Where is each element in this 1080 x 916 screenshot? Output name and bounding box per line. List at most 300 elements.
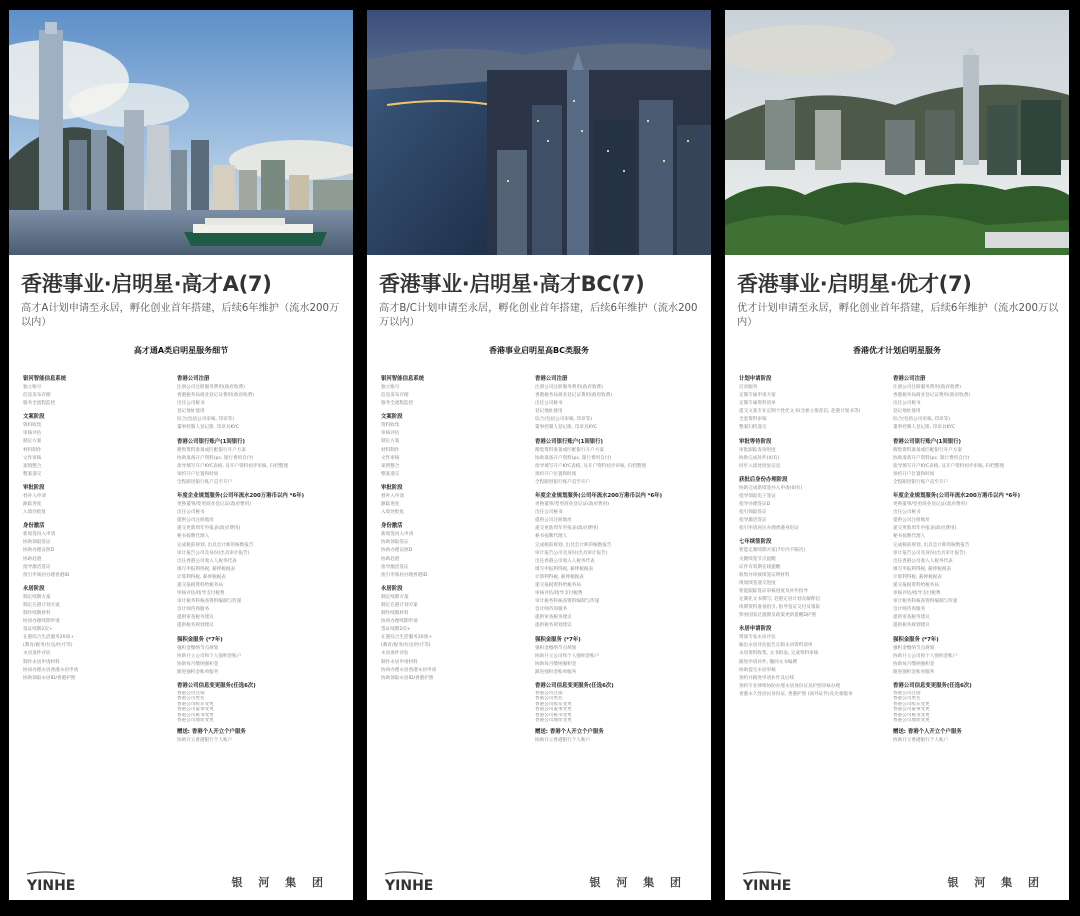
service-section xyxy=(535,728,691,745)
service-item: 审计报告公司及身份(出具审计报告) xyxy=(893,550,966,556)
service-item: 强积金缴纳节点规划 xyxy=(177,645,219,651)
service-section-title: 香港公司银行账户(1间银行) xyxy=(535,438,603,445)
service-section xyxy=(23,585,179,683)
service-column-left xyxy=(381,375,537,688)
service-item: 整案归档递交 xyxy=(739,425,767,431)
service-item: 资深专家永居评估 xyxy=(739,635,776,641)
service-item: 注册公司注册服务费用(政府收费) xyxy=(535,385,603,390)
service-item: 香港公司秘书变更 xyxy=(535,712,572,718)
service-item: 出任公司秘书 xyxy=(535,510,563,516)
service-item: 材料制作 xyxy=(23,447,42,453)
service-section xyxy=(177,375,333,433)
yinhe-logo xyxy=(383,868,453,894)
service-item: 香港公司董事变更 xyxy=(177,707,214,713)
service-item: 董事控制人登记册, 印章具KYC xyxy=(893,425,956,431)
service-item: 资料收集 xyxy=(23,423,42,429)
service-item: 关键续签节点提醒 xyxy=(739,556,776,562)
service-item: 出任香港公司收入人税务代表 xyxy=(893,558,953,564)
service-item: 全程跟进银行账户直至开户 xyxy=(893,479,949,485)
service-section-title: 文案阶段 xyxy=(23,414,45,421)
service-item: 会计师咨询服务 xyxy=(893,607,926,613)
service-item: 服务全流程监控 xyxy=(23,401,56,407)
service-item: 协助每月缴纳强积金 xyxy=(535,661,577,667)
service-item: 协助赴港 xyxy=(381,556,400,562)
company-name: 银 河 集 团 xyxy=(947,876,1045,889)
service-item: 出任公司秘书 xyxy=(177,401,205,407)
service-item: 审核评估/指导支付税费 xyxy=(535,591,583,597)
service-item: 全程跟进银行账户直至开户 xyxy=(535,479,591,485)
service-item: 指导激活签证 xyxy=(381,564,409,570)
service-section xyxy=(23,484,179,517)
service-item: 香港公司股东变更 xyxy=(535,701,572,707)
service-item: 协同办理续期申请 xyxy=(381,619,418,625)
service-item: 收集并审核续签证明材料 xyxy=(739,572,790,578)
svg-text:YINHE: YINHE xyxy=(743,878,792,894)
service-item: 计算利得税, 薪俸税税表 xyxy=(893,574,942,580)
service-section-title: 香港公司注册 xyxy=(177,376,210,382)
service-item: 提供公司注册地址 xyxy=(893,518,930,524)
service-item: 协同办理续期申请 xyxy=(23,619,60,625)
service-item: 智能定制续期方案(7年内不限次) xyxy=(739,548,806,554)
service-item: 填写申报利得税, 薪俸税税表 xyxy=(535,566,594,572)
service-section-title: 赠送: 香港个人开立个户服务 xyxy=(535,729,604,736)
service-item: 独立账号 xyxy=(381,385,400,390)
panel-title: 香港事业·启明星·优才(7) xyxy=(737,272,972,296)
service-item: 综合(包括公司审核, 印章等) xyxy=(893,417,951,423)
service-item: 完成税前规划, 出具会计师的核数报告 xyxy=(893,542,970,548)
service-item: 制作永居申请材料 xyxy=(23,659,60,665)
service-item: 签证续期2次+ xyxy=(23,627,53,633)
panel-subtitle: 优才计划申请至永居，孵化创业首年搭建，后续6年维护（流水200万以内） xyxy=(737,303,1059,328)
panel-subtitle: 高才B/C计划申请至永居，孵化创业首年搭建，后续6年维护（流水200万以内） xyxy=(379,303,698,328)
service-item: 香港公司地址变更 xyxy=(177,717,214,723)
service-item: 证件有效期在线提醒 xyxy=(739,564,781,570)
service-item: 香港公司注销 xyxy=(893,690,921,696)
service-item: 提供公司注册地址 xyxy=(535,518,572,524)
service-item: 香港公司董事变更 xyxy=(893,707,930,713)
service-item: 香港公司秘书变更 xyxy=(177,712,214,718)
service-section-title: 香港公司信息变更服务(任选6次) xyxy=(535,682,614,689)
service-section-title: 强积金服务 (*7年) xyxy=(893,636,939,643)
service-section-title: 香港公司银行账户(1间银行) xyxy=(893,438,961,445)
service-item: 启动服务 xyxy=(739,385,758,390)
service-item: 指导办理签证D xyxy=(739,502,771,508)
service-section xyxy=(381,585,537,683)
service-item: 香港公司股东变更 xyxy=(893,701,930,707)
service-item: 跟进强积金账单服务 xyxy=(177,669,219,675)
hong-kong-night-photo xyxy=(367,10,711,255)
service-item: 审批跟踪查询进度 xyxy=(739,447,776,453)
service-section-title: 香港公司信息变更服务(任选6次) xyxy=(177,682,256,689)
service-item: 预约开户位置和时间 xyxy=(893,471,935,477)
service-item: 指导领取电子签证 xyxy=(739,493,776,499)
service-item: 材料制作 xyxy=(381,447,400,453)
hong-kong-park-photo xyxy=(725,10,1069,255)
service-column-right xyxy=(535,375,691,750)
service-item: 制作续期材料 xyxy=(23,610,51,616)
yinhe-logo xyxy=(741,868,811,894)
service-section xyxy=(177,728,333,745)
service-item: 出任香港公司收入人税务代表 xyxy=(535,558,595,564)
panel-title: 香港事业·启明星·高才BC(7) xyxy=(379,272,645,296)
service-item: 注册公司注册服务费用(政府收费) xyxy=(177,385,245,390)
service-item: 资料收集 xyxy=(381,423,400,429)
service-heading: 香港事业启明星高BC类服务 xyxy=(489,346,589,355)
svg-text:YINHE: YINHE xyxy=(385,878,434,894)
service-item: 会计师咨询服务 xyxy=(535,607,568,613)
service-section xyxy=(177,682,333,723)
service-item: 完成税前规划, 出具会计师的核数报告 xyxy=(535,542,612,548)
service-item: 新境签再入申请 xyxy=(23,532,56,538)
service-section-title: 年度企业规划服务(公司年流水200万港币以内 *6年) xyxy=(177,493,305,500)
service-item: 递交报税资料给税务局 xyxy=(177,582,223,588)
service-item: 替补入申请 xyxy=(23,493,46,499)
service-section-title: 永居申请阶段 xyxy=(739,626,772,633)
service-item: 强积金缴纳节点规划 xyxy=(893,645,935,651)
service-item: 制定在港计划方案 xyxy=(23,602,60,608)
service-item: 协助准备开户资料(pc, 银行费用自付) xyxy=(893,455,970,461)
service-item: 全程跟进银行账户直至开户 xyxy=(177,479,233,485)
service-item: 签证续期2次+ xyxy=(381,627,411,633)
service-item: 搜集资料准备或匹配银行开户方案 xyxy=(893,447,962,453)
service-item: 香港公司秘书变更 xyxy=(893,712,930,718)
service-item: 递交报税资料给税务局 xyxy=(535,582,581,588)
service-item: 协助赴港 xyxy=(23,556,42,562)
service-item: 审计报告公司及身份(出具审计报告) xyxy=(177,550,250,556)
service-item: 预约开户位置和时间 xyxy=(535,471,577,477)
service-item: 综合(包括公司审核, 印章等) xyxy=(177,417,235,423)
service-item: 递交报税资料给税务局 xyxy=(893,582,939,588)
service-section-title: 审批阶段 xyxy=(381,484,403,491)
service-item: 制定续期方案 xyxy=(381,594,409,600)
service-item: 协助完成新境签并入申请(如有) xyxy=(739,485,803,491)
service-item: 跟进强积金账单服务 xyxy=(893,669,935,675)
service-section xyxy=(535,375,691,433)
service-item: 综合(包括公司审核, 印章等) xyxy=(535,417,593,423)
service-section-title: 强积金服务 (*7年) xyxy=(177,636,223,643)
service-item: 提供审查税务建议 xyxy=(535,615,572,621)
service-item: 审计税务科核查资料编制与传递 xyxy=(535,599,600,605)
service-item: 出任公司秘书 xyxy=(177,510,205,516)
service-item: 董事控制人登记册, 印章具KYC xyxy=(535,425,598,431)
service-section xyxy=(535,492,691,631)
service-item: 永居条件评估 xyxy=(381,651,409,657)
service-section-title: 香港公司银行账户(1间银行) xyxy=(177,438,245,445)
service-item: 制作续期材料 xyxy=(381,610,409,616)
service-section xyxy=(381,522,537,580)
service-section xyxy=(23,522,179,580)
service-item: 香港公司地址变更 xyxy=(535,717,572,723)
service-item: 协助准备开户资料(pc, 银行费用自付) xyxy=(535,455,612,461)
service-item: 审核评估 xyxy=(381,431,400,437)
yinhe-logo xyxy=(25,868,95,894)
service-section xyxy=(381,484,537,517)
service-item: 更换董事/变更商业登记证(政府费用) xyxy=(535,502,610,508)
service-columns xyxy=(23,375,347,865)
service-item: 秘书按牌代理人 xyxy=(535,534,568,540)
service-item: 完成税前规划, 出具会计师的核数报告 xyxy=(177,542,254,548)
service-item: 协助准备开户资料(pc, 银行费用自付) xyxy=(177,455,254,461)
service-section xyxy=(893,375,1049,433)
service-section xyxy=(893,682,1049,723)
service-item: 提供税务规划建议 xyxy=(535,623,572,629)
service-heading: 香港优才计划启明星服务 xyxy=(853,346,941,355)
service-item: 香港公司董事变更 xyxy=(535,707,572,713)
service-item: 制定方案 xyxy=(381,439,400,445)
service-item: 香港公司更名 xyxy=(535,696,563,702)
panel-subtitle: 高才A计划申请至永居，孵化创业首年搭建，后续6年维护（流水200万以内） xyxy=(21,303,340,328)
service-item: 协助领取永居ID/香港护照 xyxy=(23,675,76,681)
service-item: 登记地址使用 xyxy=(177,409,205,415)
service-section xyxy=(893,438,1049,487)
service-item: 定制专属申请方案 xyxy=(739,393,776,399)
service-item: 注册公司注册服务费用(政府收费) xyxy=(893,385,961,390)
service-item: 提供审查税务建议 xyxy=(893,615,930,621)
panel-title: 香港事业·启明星·高才A(7) xyxy=(21,272,272,296)
service-item: 制定方案 xyxy=(23,439,42,445)
service-item: 信息发布存储 xyxy=(381,393,409,399)
service-section xyxy=(739,438,895,471)
service-item: 指引申领居办理香港ID xyxy=(23,572,70,578)
svg-text:YINHE: YINHE xyxy=(27,878,76,894)
service-item: 同步入境处批复信息 xyxy=(739,463,781,469)
service-section-title: 永居阶段 xyxy=(381,585,403,592)
brochure-panel-gaocai-a xyxy=(9,10,353,900)
service-item: 登记地址使用 xyxy=(893,409,921,415)
service-item: 察看国家过渡期及政策更新提醒D护照 xyxy=(739,613,817,619)
service-item: 计算利得税, 薪俸税税表 xyxy=(535,574,584,580)
brochure-panel-gaocai-bc xyxy=(367,10,711,900)
service-item: 整案递交 xyxy=(23,471,42,477)
service-section-title: 香港公司注册 xyxy=(893,376,926,382)
service-section-title: 香港公司注册 xyxy=(535,376,568,382)
service-item: 指引领取签证 xyxy=(739,510,767,516)
service-column-left xyxy=(739,375,895,704)
service-section xyxy=(739,375,895,433)
service-item: 指引申领居办理香港ID xyxy=(381,572,428,578)
service-item: 董事控制人登记册, 印章具KYC xyxy=(177,425,240,431)
service-item: 审计税务科核查资料编制与传递 xyxy=(893,599,958,605)
service-item: 文件审核 xyxy=(23,455,42,461)
service-item: 指引申请居民办理香港身份证 xyxy=(739,526,799,532)
service-item: 搜集资料准备或匹配银行开户方案 xyxy=(535,447,604,453)
service-item: 协助领取永居ID/香港护照 xyxy=(381,675,434,681)
service-section-title: 身份激活 xyxy=(381,523,403,530)
service-item: 协助开立公司和个人强积金账户 xyxy=(177,653,242,659)
service-section-title: 香港公司信息变更服务(任选6次) xyxy=(893,682,972,689)
service-item: 计算利得税, 薪俸税税表 xyxy=(177,574,226,580)
service-item: 递交更新周年申报表(政府费用) xyxy=(177,526,241,532)
service-item: 预约专业律师协助办理永居身份证及护照审核办理 xyxy=(739,683,841,689)
service-item: 整案递交 xyxy=(381,471,400,477)
service-item: 更换董事/变更商业登记证(政府费用) xyxy=(177,502,252,508)
service-section xyxy=(893,728,1049,745)
service-item: 协助开立香港银行个人账户 xyxy=(535,738,591,744)
service-item: 规划续签递交进度 xyxy=(739,580,776,586)
service-column-right xyxy=(177,375,333,750)
service-item: 协助领取签证 xyxy=(381,540,409,546)
service-item: 跟进强积金账单服务 xyxy=(535,669,577,675)
service-item: 香港公司更名 xyxy=(177,696,205,702)
service-item: 制作永居申请材料 xyxy=(381,659,418,665)
service-item: 协助完成补件(如有) xyxy=(739,455,780,461)
service-item: 永居条件评估 xyxy=(23,651,51,657)
service-item: 独立账号 xyxy=(23,385,42,390)
service-section-title: 计划申请阶段 xyxy=(739,376,772,382)
service-section xyxy=(739,476,895,534)
service-item: 出任公司秘书 xyxy=(893,510,921,516)
service-column-right xyxy=(893,375,1049,750)
service-item: 协助领取签证 xyxy=(23,540,51,546)
service-columns xyxy=(381,375,705,865)
service-item: 信息发布存储 xyxy=(23,393,51,399)
service-item: 强积金缴纳节点规划 xyxy=(535,645,577,651)
service-item: 协助开立公司和个人强积金账户 xyxy=(893,653,958,659)
service-item: 指导填写开户KYC表格, 及开户资料初步审核, 归档整理 xyxy=(535,463,646,469)
service-item: 预约并跟进申请补件及后续 xyxy=(739,675,795,681)
service-item: 入境处批复 xyxy=(381,510,404,516)
service-item: (教育/税务/住房/医疗等) xyxy=(23,643,73,649)
service-item: 出任公司秘书 xyxy=(893,401,921,407)
service-item: 协助每月缴纳强积金 xyxy=(177,661,219,667)
service-section xyxy=(23,413,179,479)
service-item: 文件审核 xyxy=(381,455,400,461)
service-item: 制定续期方案 xyxy=(23,594,51,600)
service-section xyxy=(535,636,691,677)
service-item: 全套资料审核 xyxy=(739,417,767,423)
service-section-title: 文案阶段 xyxy=(381,414,403,421)
service-item: 香港公司股东变更 xyxy=(177,701,214,707)
service-item: 协助开立香港银行个人账户 xyxy=(177,738,233,744)
service-section-title: 年度企业规划服务(公司年流水200万港币以内 *6年) xyxy=(893,493,1021,500)
service-item: 填写申报利得税, 薪俸税税表 xyxy=(177,566,236,572)
service-item: 跟进申请补件, 撤回文书编撰 xyxy=(739,659,798,665)
service-item: 登记地址使用 xyxy=(535,409,563,415)
brochure-panel-youcai xyxy=(725,10,1069,900)
service-item: 协助开立香港银行个人账户 xyxy=(893,738,949,744)
service-section-title: 七年续签阶段 xyxy=(739,539,772,546)
service-item: 填写申报利得税, 薪俸税税表 xyxy=(893,566,952,572)
hong-kong-harbour-photo xyxy=(9,10,353,255)
service-item: 指导填写开户KYC表格, 及开户资料初步审核, 归档整理 xyxy=(177,463,288,469)
service-section xyxy=(381,375,537,408)
service-section-title: 赠送: 香港个人开立个户服务 xyxy=(893,729,962,736)
service-section xyxy=(177,636,333,677)
service-section xyxy=(535,682,691,723)
service-item: 协同办理永居香港永居申请 xyxy=(381,667,437,673)
service-item: 审计税务科核查资料编制与传递 xyxy=(177,599,242,605)
service-item: 预约开户位置和时间 xyxy=(177,471,219,477)
service-item: 协同办理永居香港永居申请 xyxy=(23,667,79,673)
service-section-title: 年度企业规划服务(公司年流水200万港币以内 *6年) xyxy=(535,493,663,500)
service-item: 输出永居评估报告定制永居资料清单 xyxy=(739,643,813,649)
service-item: 出任香港公司收入人税务代表 xyxy=(177,558,237,564)
service-item: 秘书按牌代理人 xyxy=(177,534,210,540)
service-item: 香港公司注销 xyxy=(177,690,205,696)
service-section xyxy=(893,636,1049,677)
service-item: 会计师咨询服务 xyxy=(177,607,210,613)
service-item: 智能跟踪签证审核进度及补件指导 xyxy=(739,588,808,594)
company-name: 银 河 集 团 xyxy=(231,876,329,889)
service-item: 协助每月缴纳强积金 xyxy=(893,661,935,667)
service-item: 永居资料收集, 文书指南, 完成资料审核 xyxy=(739,651,819,657)
service-column-left xyxy=(23,375,179,688)
service-item: 出任公司秘书 xyxy=(535,401,563,407)
service-section-title: 获批后身份办理阶段 xyxy=(739,476,788,483)
service-item: 审计报告公司及身份(出具审计报告) xyxy=(535,550,608,556)
service-item: 审核评估/指导支付税费 xyxy=(893,591,941,597)
company-name: 银 河 集 团 xyxy=(589,876,687,889)
service-item: 案情整合 xyxy=(23,463,42,469)
service-section-title: 审批阶段 xyxy=(23,484,45,491)
service-item: 香港税务局商业登记证费用(政府收费) xyxy=(177,393,255,399)
service-section-title: 身份激活 xyxy=(23,523,45,530)
service-item: 跟踪进度 xyxy=(23,502,42,508)
service-heading: 高才通A类启明星服务细节 xyxy=(133,346,229,355)
service-section xyxy=(23,375,179,408)
service-columns xyxy=(739,375,1063,865)
service-section xyxy=(177,492,333,631)
service-item: 定制化文书撰写, 赴港定居计划及解释信 xyxy=(739,596,821,602)
service-item: 搜集资料准备或匹配银行开户方案 xyxy=(177,447,246,453)
service-section xyxy=(739,538,895,620)
service-item: 香港公司地址变更 xyxy=(893,717,930,723)
service-item: 审核评估 xyxy=(23,431,42,437)
service-section-title: 赠送: 香港个人开立个户服务 xyxy=(177,729,246,736)
service-item: 指导激活签证 xyxy=(739,518,767,524)
service-item: 在港综合生活服务20项+ xyxy=(23,635,75,641)
service-item: 指导填写开户KYC表格, 及开户资料初步审核, 归档整理 xyxy=(893,463,1004,469)
service-section-title: 审批等待阶段 xyxy=(739,438,772,445)
service-section xyxy=(893,492,1049,631)
service-item: 指导激活签证 xyxy=(23,564,51,570)
service-item: 跟踪进度 xyxy=(381,502,400,508)
service-item: 协助办理证照D xyxy=(381,548,413,554)
service-item: 提供审查税务建议 xyxy=(177,615,214,621)
service-item: 提交文案专业定制个性化文书(含雇主推荐信, 赴港计划书等) xyxy=(739,409,861,415)
service-item: 新境签再入申请 xyxy=(381,532,414,538)
service-section xyxy=(535,438,691,487)
service-section xyxy=(739,625,895,699)
service-section xyxy=(381,413,537,479)
service-item: 替补入申请 xyxy=(381,493,404,499)
service-item: 提供税务规划建议 xyxy=(177,623,214,629)
service-item: 香港税务局商业登记证费用(政府收费) xyxy=(535,393,613,399)
service-item: 在港综合生活服务20项+ xyxy=(381,635,433,641)
service-item: 提供公司注册地址 xyxy=(177,518,214,524)
service-item: 制定在港计划方案 xyxy=(381,602,418,608)
service-item: 更换董事/变更商业登记证(政府费用) xyxy=(893,502,968,508)
service-item: 审核评估/指导支付税费 xyxy=(177,591,225,597)
service-item: 服务全流程监控 xyxy=(381,401,414,407)
service-item: 续期资料准备指引, 指导签证交付及领取 xyxy=(739,605,821,611)
service-section-title: 银河智能信息系统 xyxy=(381,376,425,382)
service-item: 香港公司更名 xyxy=(893,696,921,702)
service-item: 协助开立公司和个人强积金账户 xyxy=(535,653,600,659)
service-item: 定制专属资料清单 xyxy=(739,401,776,407)
service-item: 协助办理证照D xyxy=(23,548,55,554)
service-item: 香港公司注销 xyxy=(535,690,563,696)
service-section xyxy=(177,438,333,487)
service-item: 秘书按牌代理人 xyxy=(893,534,926,540)
service-section-title: 银河智能信息系统 xyxy=(23,376,67,382)
service-item: 递交更新周年申报表(政府费用) xyxy=(893,526,957,532)
service-item: 递交更新周年申报表(政府费用) xyxy=(535,526,599,532)
service-item: 入境处批复 xyxy=(23,510,46,516)
service-item: 香港税务局商业登记证费用(政府收费) xyxy=(893,393,971,399)
service-item: 协助提交永居审核 xyxy=(739,667,776,673)
service-item: (教育/税务/住房/医疗等) xyxy=(381,643,431,649)
